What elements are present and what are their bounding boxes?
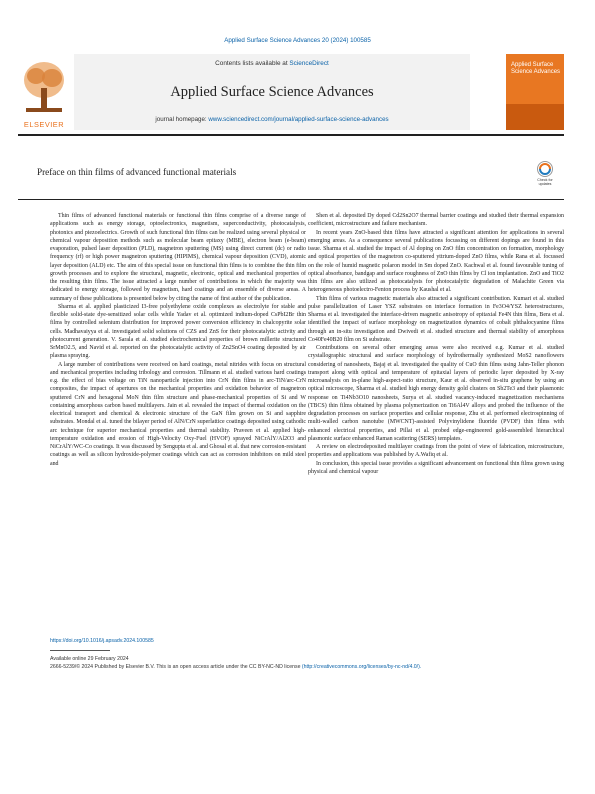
paragraph: Contributions on several other emerging areas were also received e.g. Kumar et al. studied crystallographic structural and surface morphology of hydrothermally synthesized MoS2 nanoflowers considering of nanosheets, Bajaj et al. investigated the quality of CuO thin films using Jahn-Teller phonon transport along with optical and temperature of epitaxial layers of periodic layer deposited by X-ray microanalysis on in-plane high-aspect-ratio structure, Kaur et al. observed in-situ graphene by using an optical microscope, Sharma et al. studied high energy density gold clusters on Sb2Te3 and their plasmonic response on Ti4Nb3O10 nanosheets, Surya et al. studied vacancy-induced magnetization mechanisms (TBCS) thin films obtained by plasma polymerization on Ti6Al4V alloys and probed the influence of the degradation processes on surface properties and cellular response, Zhu et al. performed electrospinning of multi-walled carbon nanotube (MWCNT)-assisted Polyvinylidene fluoride (PVDF) thin films with enhanced electrical properties, and Pillai et al. probed edge-engineered gold-assembled hierarchical plasmonic surface enhanced Raman scattering (SERS) templates.: [308, 345, 564, 442]
homepage-prefix: journal homepage:: [155, 116, 207, 123]
contents-line: [74, 60, 470, 67]
article-title: Preface on thin films of advanced functional materials: [37, 167, 237, 177]
tree-icon: [18, 54, 70, 116]
header-divider: [18, 134, 564, 136]
journal-cover[interactable]: [506, 54, 564, 130]
paragraph: Thin films of advanced functional materials or functional thin films comprise of a diverse range of applications such as energy storage, optoelectronics, magnetism, superconductivity, photocatalysis, photonics and piezoelectrics. Growth of such functional thin films can be realized using several physical or chemical vapour deposition methods such as molecular beam epitaxy (MBE), electron beam (e-beam) evaporation, pulsed laser deposition (PLD), magnetron sputtering (MS) using direct current (dc) or radio frequency (rf) or high power magnetron sputtering (HIPIMS), chemical vapour deposition (CVD), atomic layer deposition (ALD) etc. The aim of this special issue on functional thin films is to combine the thin film growth processes and to explore the structural, magnetic, electronic, optical and mechanical properties of the resulting thin films. The issue attracted a large number of contributions in which the majority was dedicated to energy storage, followed by magnetism, hard coatings and an ensemble of diverse areas. A summary of these publications is presented below by citing the name of first author of the publication.: [50, 213, 306, 302]
contents-prefix: Contents lists available at: [215, 60, 288, 67]
license-statement: [50, 664, 570, 670]
paragraph: In conclusion, this special issue provides a significant advancement on functional thin films grown using physical and chemical vapour: [308, 460, 564, 475]
paragraph: A review on electrodeposited multilayer coatings from the point of view of fabrication, microstructure, properties and applications was published by A.Wafiq et al.: [308, 444, 564, 459]
body-column-right: [308, 212, 564, 652]
journal-masthead: [74, 54, 470, 130]
journal-citation[interactable]: Applied Surface Science Advances 20 (2024) 100585: [224, 37, 371, 44]
journal-title: Applied Surface Science Advances: [170, 84, 374, 100]
cover-band: [506, 104, 564, 130]
journal-homepage-link[interactable]: www.sciencedirect.com/journal/applied-surface-science-advances: [208, 116, 389, 123]
title-divider: [18, 199, 564, 200]
cover-title: Applied Surface Science Advances: [511, 62, 561, 75]
paragraph: Sharma et al. applied plasticized I3-free polyethylene oxide complexes as electrolyte for stable and flexible solid-state dye-sensitized solar cells while Yadav et al. optimized indium-doped CsPbI2Br thin films by controlled selenium distribution for improved power conversion efficiency in chalcopyrite solar cells. Madhavaiyya et al. investigated solid solutions of CZS and ZnS for their photocatalytic activity and photocurrent generation. V. Sarala et al. studied electrochemical properties of brown millerite structured SrMnO2.5, and Navid et al. reported on the photocatalytic activity of Zn2SnO4 coating deposited by air plasma spraying.: [50, 303, 306, 360]
license-link[interactable]: (http://creativecommons.org/licenses/by-nc-nd/4.0/).: [301, 664, 422, 670]
body-column-left: [50, 212, 306, 632]
check-updates-label: Check for updates: [537, 178, 553, 186]
homepage-line: [74, 116, 470, 123]
elsevier-logo[interactable]: [18, 54, 70, 130]
publisher-name: ELSEVIER: [23, 120, 65, 129]
check-for-updates-badge[interactable]: [532, 160, 558, 190]
paragraph: A large number of contributions were received on hard coatings, metal nitrides with focus on structural and mechanical properties including tribology and corrosion. Tillmann et al. studied various hard coatings e.g. the effect of bias voltage on TiN nanoparticle injection into CrN thin films in arc-TiN/arc-CrN composites, the impact of apertures on the mechanical properties and oxidation behavior of magnetron sputtered CrN and hexagonal MoN thin film structure and phase-mechanical properties of Si and W containing amorphous carbon based multilayers. Jain et al. revealed the impact of thermal oxidation on the electrical transport and chemical & electronic structure of the GaN film grown on Si and sapphire substrates. Mondal et al. tuned the bilayer period of AlN/CrN superlattice coatings deposited using cathodic arc technique for superior mechanical properties and thermal stability. Praveen et al. applied high-temperature oxidation and erosion of High-Velocity Oxy-Fuel (HVOF) sprayed NiCrAlY/Al2O3 and NiCrAlY/WC-Co coatings. It was discussed by Sengupta et al. and Ghosal et al. that new corrosion-resistant coatings as well as silicon hydroxide-polymer coatings which can act as corrosion inhibitors on mild steel and: [50, 361, 306, 467]
doi-link[interactable]: https://doi.org/10.1016/j.apsadv.2024.100585: [50, 638, 154, 644]
footer-divider: [50, 650, 110, 651]
paragraph: In recent years ZnO-based thin films have attracted a significant attention for applications in several emerging areas. As a consequence several publications focussing on different dopings are found in this issue. Sharma et al. studied the impact of Al doping on ZnO film concentration on formation, morphology and optical properties of the magnetron co-sputtered yttrium-doped ZnO films, while Rana et al. focussed on the role of humid magnetic polaron model in Sm doped ZnO. Kachwal et al. found favourable tuning of optical absorbance, bandgap and surface roughness of ZnO thin films by Cl ion implantation. ZnO and TiO2 thin films are also utilized as photocatalysts for photocatalytic degradation of Malachite Green via heterogeneous photoelectro-Fenton process by Kaushal et al.: [308, 229, 564, 294]
availability-date: Available online 29 February 2024: [50, 656, 129, 662]
sciencedirect-link[interactable]: ScienceDirect: [289, 60, 329, 67]
check-updates-icon: [532, 160, 558, 178]
paragraph: Shen et al. deposited Dy doped Cd2Sn2O7 thermal barrier coatings and studied their thermal expansion coefficient, microstructure and failure mechanism.: [308, 213, 564, 228]
paragraph: Thin films of various magnetic materials also attracted a significant contribution. Kumari et al. studied pulse parallelization of Laser YSZ substrates on interface formation in Fe3O4/YSZ heterostructures, Sharma et al. investigated the interface-driven magnetic anisotropy of epitaxial Fe4N thin films, Bera et al. identified the impact of surface morphology on magnetization dynamics of cobalt phthalocyanine films through an in-situ investigation and Dwivedi et al. studied structure and thermal stability of amorphous Co40Fe40B20 film on Si substrate.: [308, 295, 564, 343]
license-text: 2666-5239/© 2024 Published by Elsevier B.V. This is an open access article under the CC BY-NC-ND license: [50, 664, 301, 670]
